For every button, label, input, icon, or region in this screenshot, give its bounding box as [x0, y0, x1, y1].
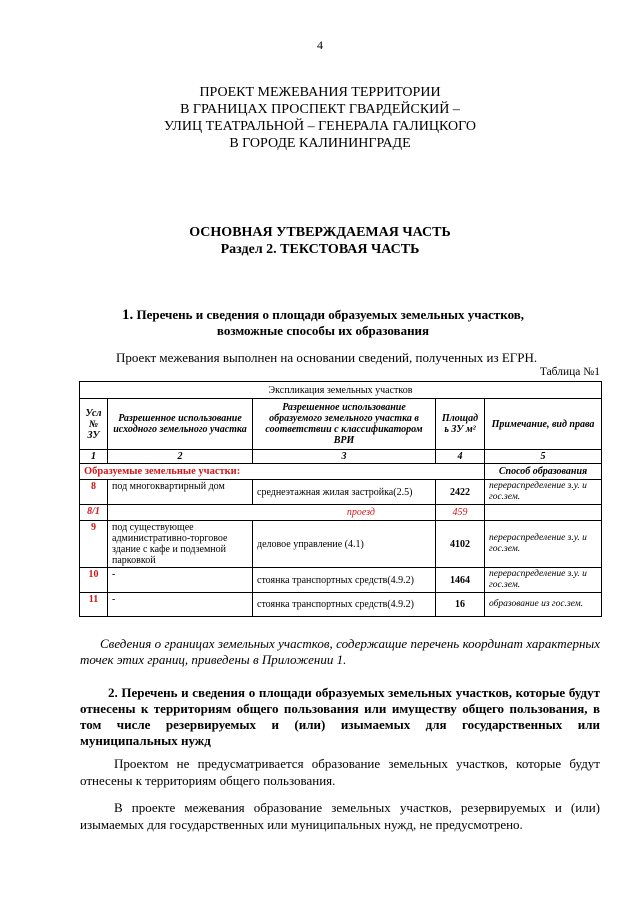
- table-row: [80, 593, 602, 617]
- subrow-note-empty: [485, 505, 602, 521]
- note: образование из гос.зем.: [485, 593, 602, 617]
- note: перераспределение з.у. и гос.зем.: [485, 521, 602, 568]
- column-number: 1: [80, 450, 108, 464]
- table-row: [80, 480, 602, 505]
- header-note: Примечание, вид права: [485, 399, 602, 450]
- title-line-2: В ГРАНИЦАХ ПРОСПЕКТ ГВАРДЕЙСКИЙ –: [180, 102, 460, 117]
- area-value: 2422: [436, 480, 485, 505]
- zu-number: 10: [80, 568, 108, 593]
- part-heading-line-2: Раздел 2. ТЕКСТОВАЯ ЧАСТЬ: [220, 242, 420, 257]
- target-use: среднеэтажная жилая застройка(2.5): [253, 480, 436, 505]
- table-caption: Экспликация земельных участков: [80, 382, 602, 399]
- paragraph-state-needs: В проекте межевания образование земельных участков, резервируемых и (или) изымаемых для государственных или муниципальных нужд, не предусмотрено.: [80, 800, 600, 832]
- source-use: под многоквартирный дом: [108, 480, 253, 505]
- column-number: 3: [253, 450, 436, 464]
- zu-number: 9: [80, 521, 108, 568]
- column-number-row: [80, 450, 602, 464]
- section-1-heading: [96, 307, 550, 339]
- title-line-3: УЛИЦ ТЕАТРАЛЬНОЙ – ГЕНЕРАЛА ГАЛИЦКОГО: [164, 119, 476, 134]
- source-use: -: [108, 593, 253, 617]
- title-line-4: В ГОРОДЕ КАЛИНИНГРАДЕ: [229, 136, 411, 151]
- header-zu-number: Усл № ЗУ: [80, 399, 108, 450]
- section-1-number: 1.: [121, 307, 134, 323]
- column-number: 2: [108, 450, 253, 464]
- header-area: Площад ь ЗУ м²: [436, 399, 485, 450]
- target-use: деловое управление (4.1): [253, 521, 436, 568]
- column-number: 5: [485, 450, 602, 464]
- subrow-area: 459: [436, 505, 485, 521]
- target-use: стоянка транспортных средств(4.9.2): [253, 593, 436, 617]
- source-use: под существующее административно-торговое здание с кафе и подземной парковкой: [108, 521, 253, 568]
- title-line-1: ПРОЕКТ МЕЖЕВАНИЯ ТЕРРИТОРИИ: [199, 85, 441, 100]
- subrow-label: проезд: [108, 505, 436, 521]
- area-value: 16: [436, 593, 485, 617]
- zu-number: 11: [80, 593, 108, 617]
- table-header-row: [80, 399, 602, 450]
- header-target-use: Разрешенное использование образуемого земельного участка в соответствии с классификатором ВРИ: [253, 399, 436, 450]
- area-value: 4102: [436, 521, 485, 568]
- header-source-use: Разрешенное использование исходного земельного участка: [108, 399, 253, 450]
- table-label: Таблица №1: [539, 366, 600, 378]
- basis-text: Проект межевания выполнен на основании сведений, полученных из ЕГРН.: [116, 350, 538, 365]
- table-row: [80, 521, 602, 568]
- subrow-id: 8/1: [80, 505, 108, 521]
- part-heading-line-1: ОСНОВНАЯ УТВЕРЖДАЕМАЯ ЧАСТЬ: [189, 225, 451, 240]
- source-use: -: [108, 568, 253, 593]
- section-label-row: [80, 464, 602, 480]
- method-label: Способ образования: [485, 464, 602, 480]
- explication-table: [79, 381, 602, 617]
- page-number: 4: [317, 38, 323, 52]
- column-number: 4: [436, 450, 485, 464]
- note: перераспределение з.у. и гос.зем.: [485, 480, 602, 505]
- document-title: [0, 84, 640, 152]
- target-use: стоянка транспортных средств(4.9.2): [253, 568, 436, 593]
- subrow-passage: [80, 505, 602, 521]
- appendix-note: Сведения о границах земельных участков, содержащие перечень координат характерных точек этих границ, приведены в Приложении 1.: [80, 636, 600, 667]
- section-2-heading: 2. Перечень и сведения о площади образуемых земельных участков, которые будут отнесены к территориям общего пользования или имуществу общего пользования, в том числе резервируемых и (или) изымаемых для государственных или муниципальных нужд: [80, 685, 600, 748]
- part-heading: [0, 224, 640, 258]
- zu-number: 8: [80, 480, 108, 505]
- note: перераспределение з.у. и гос.зем.: [485, 568, 602, 593]
- table-row: [80, 568, 602, 593]
- section-label: Образуемые земельные участки:: [80, 464, 485, 480]
- section-1-text: Перечень и сведения о площади образуемых земельных участков, возможные способы их образования: [136, 307, 525, 338]
- area-value: 1464: [436, 568, 485, 593]
- paragraph-public-use: Проектом не предусматривается образование земельных участков, которые будут отнесены к территориям общего пользования.: [80, 756, 600, 788]
